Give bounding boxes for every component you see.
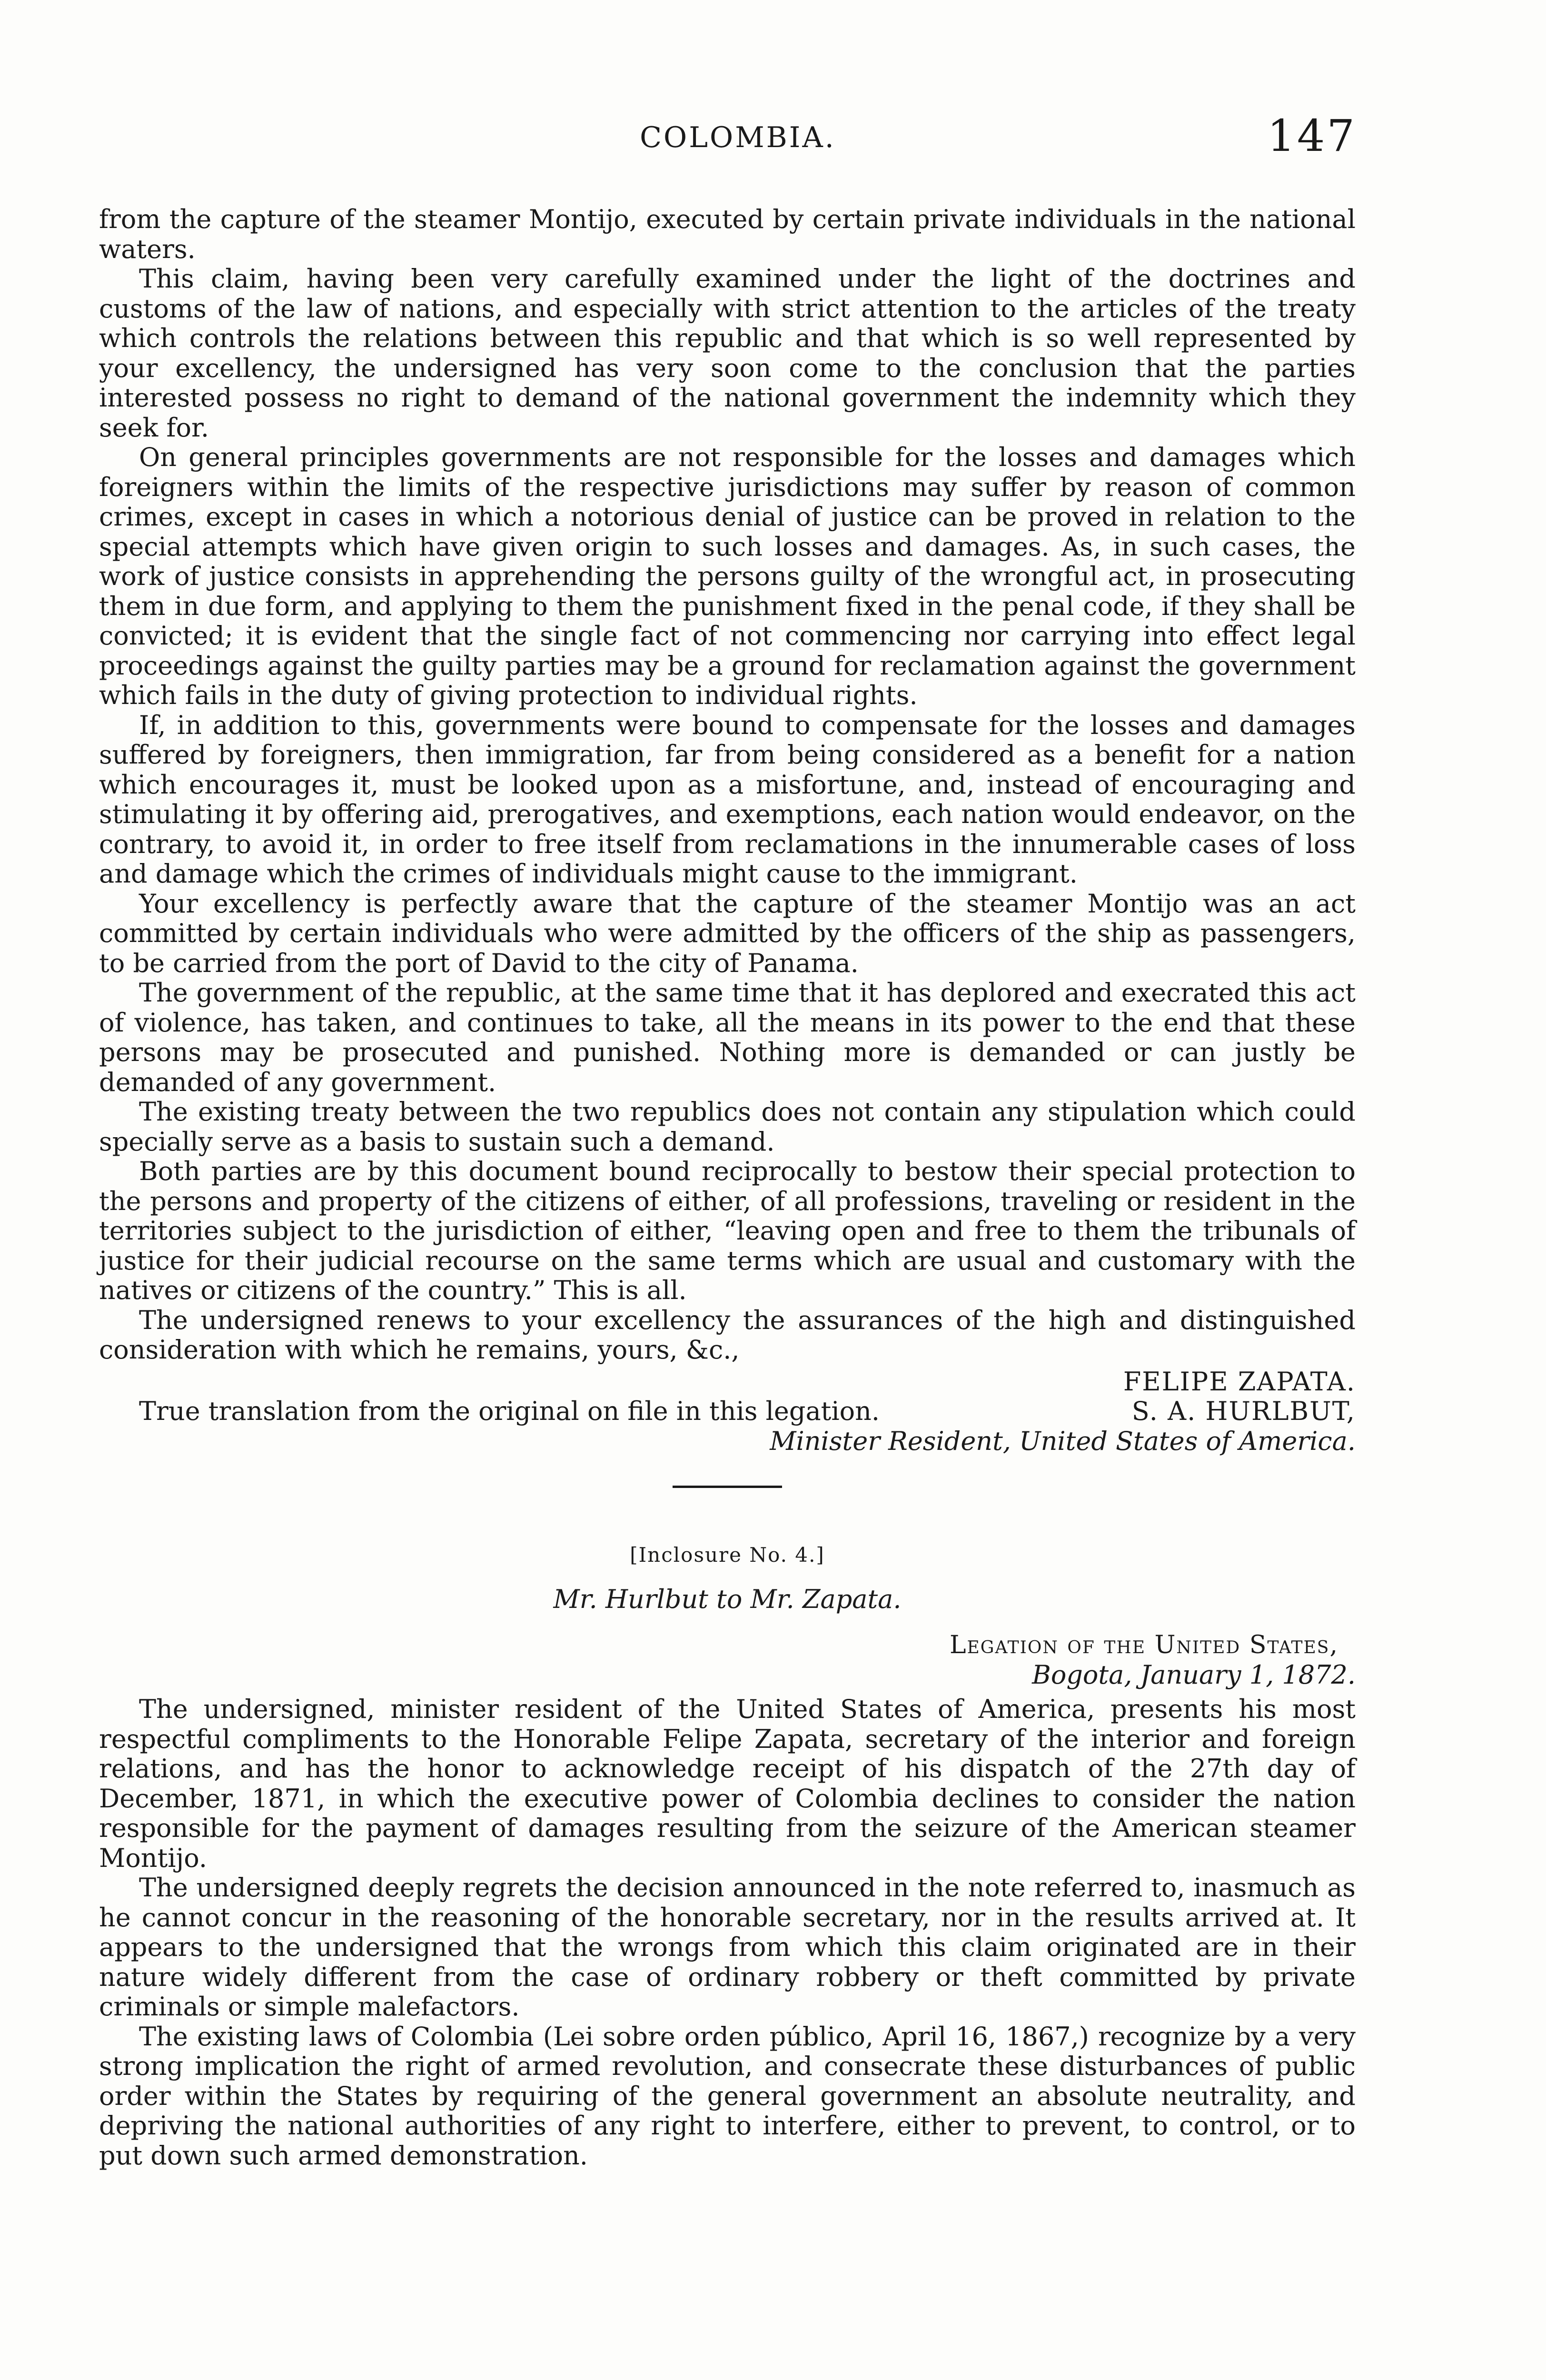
signature-zapata: FELIPE ZAPATA. [1123, 1366, 1356, 1397]
paragraph-closing: The undersigned renews to your excellency the assurances of the high and distinguished consideration with which he remains, yours, &c., [99, 1305, 1356, 1365]
paragraph: The undersigned, minister resident of the United States of America, presents his most respectful compliments to the Honorable Felipe Zapata, secretary of the interior and foreign relations, and has the honor to acknowledge receipt of his dispatch of the 27th day of December, 1871, in which the executive power of Colombia declines to consider the nation responsible for the payment of damages resulting from the seizure of the American steamer Montijo. [99, 1694, 1356, 1873]
body-text [99, 205, 1356, 2171]
section-divider [673, 1486, 782, 1488]
dateline-place: Legation of the United States, [949, 1631, 1338, 1659]
attestor-title: Minister Resident, United States of America. [770, 1426, 1356, 1456]
paragraph: The existing laws of Colombia (Lei sobre orden público, April 16, 1867,) recognize by a very strong implication the right of armed revolution, and consecrate these disturbances of public order within the States by requiring of the general government an absolute neutrality, and depriving the national authorities of any right to interfere, either to prevent, to control, or to put down such armed demonstration. [99, 2021, 1356, 2171]
paragraph: If, in addition to this, governments were bound to compensate for the losses and damages suffered by foreigners, then immigration, far from being considered as a benefit for a nation which encourages it, must be looked upon as a misfortune, and, instead of encouraging and stimulating it by offering aid, prerogatives, and exemptions, each nation would endeavor, on the contrary, to avoid it, in order to free itself from reclamations in the innumerable cases of loss and damage which the crimes of individuals might cause to the immigrant. [99, 710, 1356, 889]
paragraph: The government of the republic, at the same time that it has deplored and execrated this act of violence, has taken, and continues to take, all the means in its power to the end that these persons may be prosecuted and punished. Nothing more is demanded or can justly be demanded of any government. [99, 978, 1356, 1097]
translation-note: True translation from the original on file in this legation. [139, 1396, 880, 1426]
paragraph: On general principles governments are not responsible for the losses and damages which foreigners within the limits of the respective jurisdictions may suffer by reason of common crimes, except in cases in which a notorious denial of justice can be proved in relation to the special attempts which have given origin to such losses and damages. As, in such cases, the work of justice consists in apprehending the persons guilty of the wrongful act, in prosecuting them in due form, and applying to them the punishment fixed in the penal code, if they shall be convicted; it is evident that the single fact of not commencing nor carrying into effect legal proceedings against the guilty parties may be a ground for reclamation against the government which fails in the duty of giving protection to individual rights. [99, 442, 1356, 710]
letter-title: Mr. Hurlbut to Mr. Zapata. [553, 1584, 902, 1614]
running-head [119, 110, 1357, 168]
page-number: 147 [1267, 110, 1357, 161]
paragraph: Both parties are by this document bound reciprocally to bestow their special protection to the persons and property of the citizens of either, of all professions, traveling or resident in the territories subject to the jurisdiction of either, “leaving open and free to them the tribunals of justice for their judicial recourse on the same terms which are usual and customary with the natives or citizens of the country.” This is all. [99, 1156, 1356, 1305]
attestor-name: S. A. HURLBUT, [1131, 1396, 1356, 1426]
running-title: COLOMBIA. [640, 121, 836, 154]
inclosure-label: [Inclosure No. 4.] [630, 1543, 825, 1567]
dateline-date: Bogota, January 1, 1872. [1032, 1659, 1356, 1690]
paragraph: The existing treaty between the two republics does not contain any stipulation which could specially serve as a basis to sustain such a demand. [99, 1097, 1356, 1157]
translation-line [99, 1397, 1356, 1427]
paragraph: The undersigned deeply regrets the decision announced in the note referred to, inasmuch as he cannot concur in the reasoning of the honorable secretary, nor in the results arrived at. It appears to the undersigned that the wrongs from which this claim originated are in their nature widely different from the case of ordinary robbery or theft committed by private criminals or simple malefactors. [99, 1873, 1356, 2022]
paragraph-continuation: from the capture of the steamer Montijo, executed by certain private individuals in the national waters. [99, 204, 1356, 264]
paragraph: This claim, having been very carefully examined under the light of the doctrines and customs of the law of nations, and especially with strict attention to the articles of the treaty which controls the relations between this republic and that which is so well represented by your excellency, the undersigned has very soon come to the conclusion that the parties interested possess no right to demand of the national government the indemnity which they seek for. [99, 264, 1356, 443]
paragraph: Your excellency is perfectly aware that the capture of the steamer Montijo was an act committed by certain individuals who were admitted by the officers of the ship as passengers, to be carried from the port of David to the city of Panama. [99, 888, 1356, 978]
